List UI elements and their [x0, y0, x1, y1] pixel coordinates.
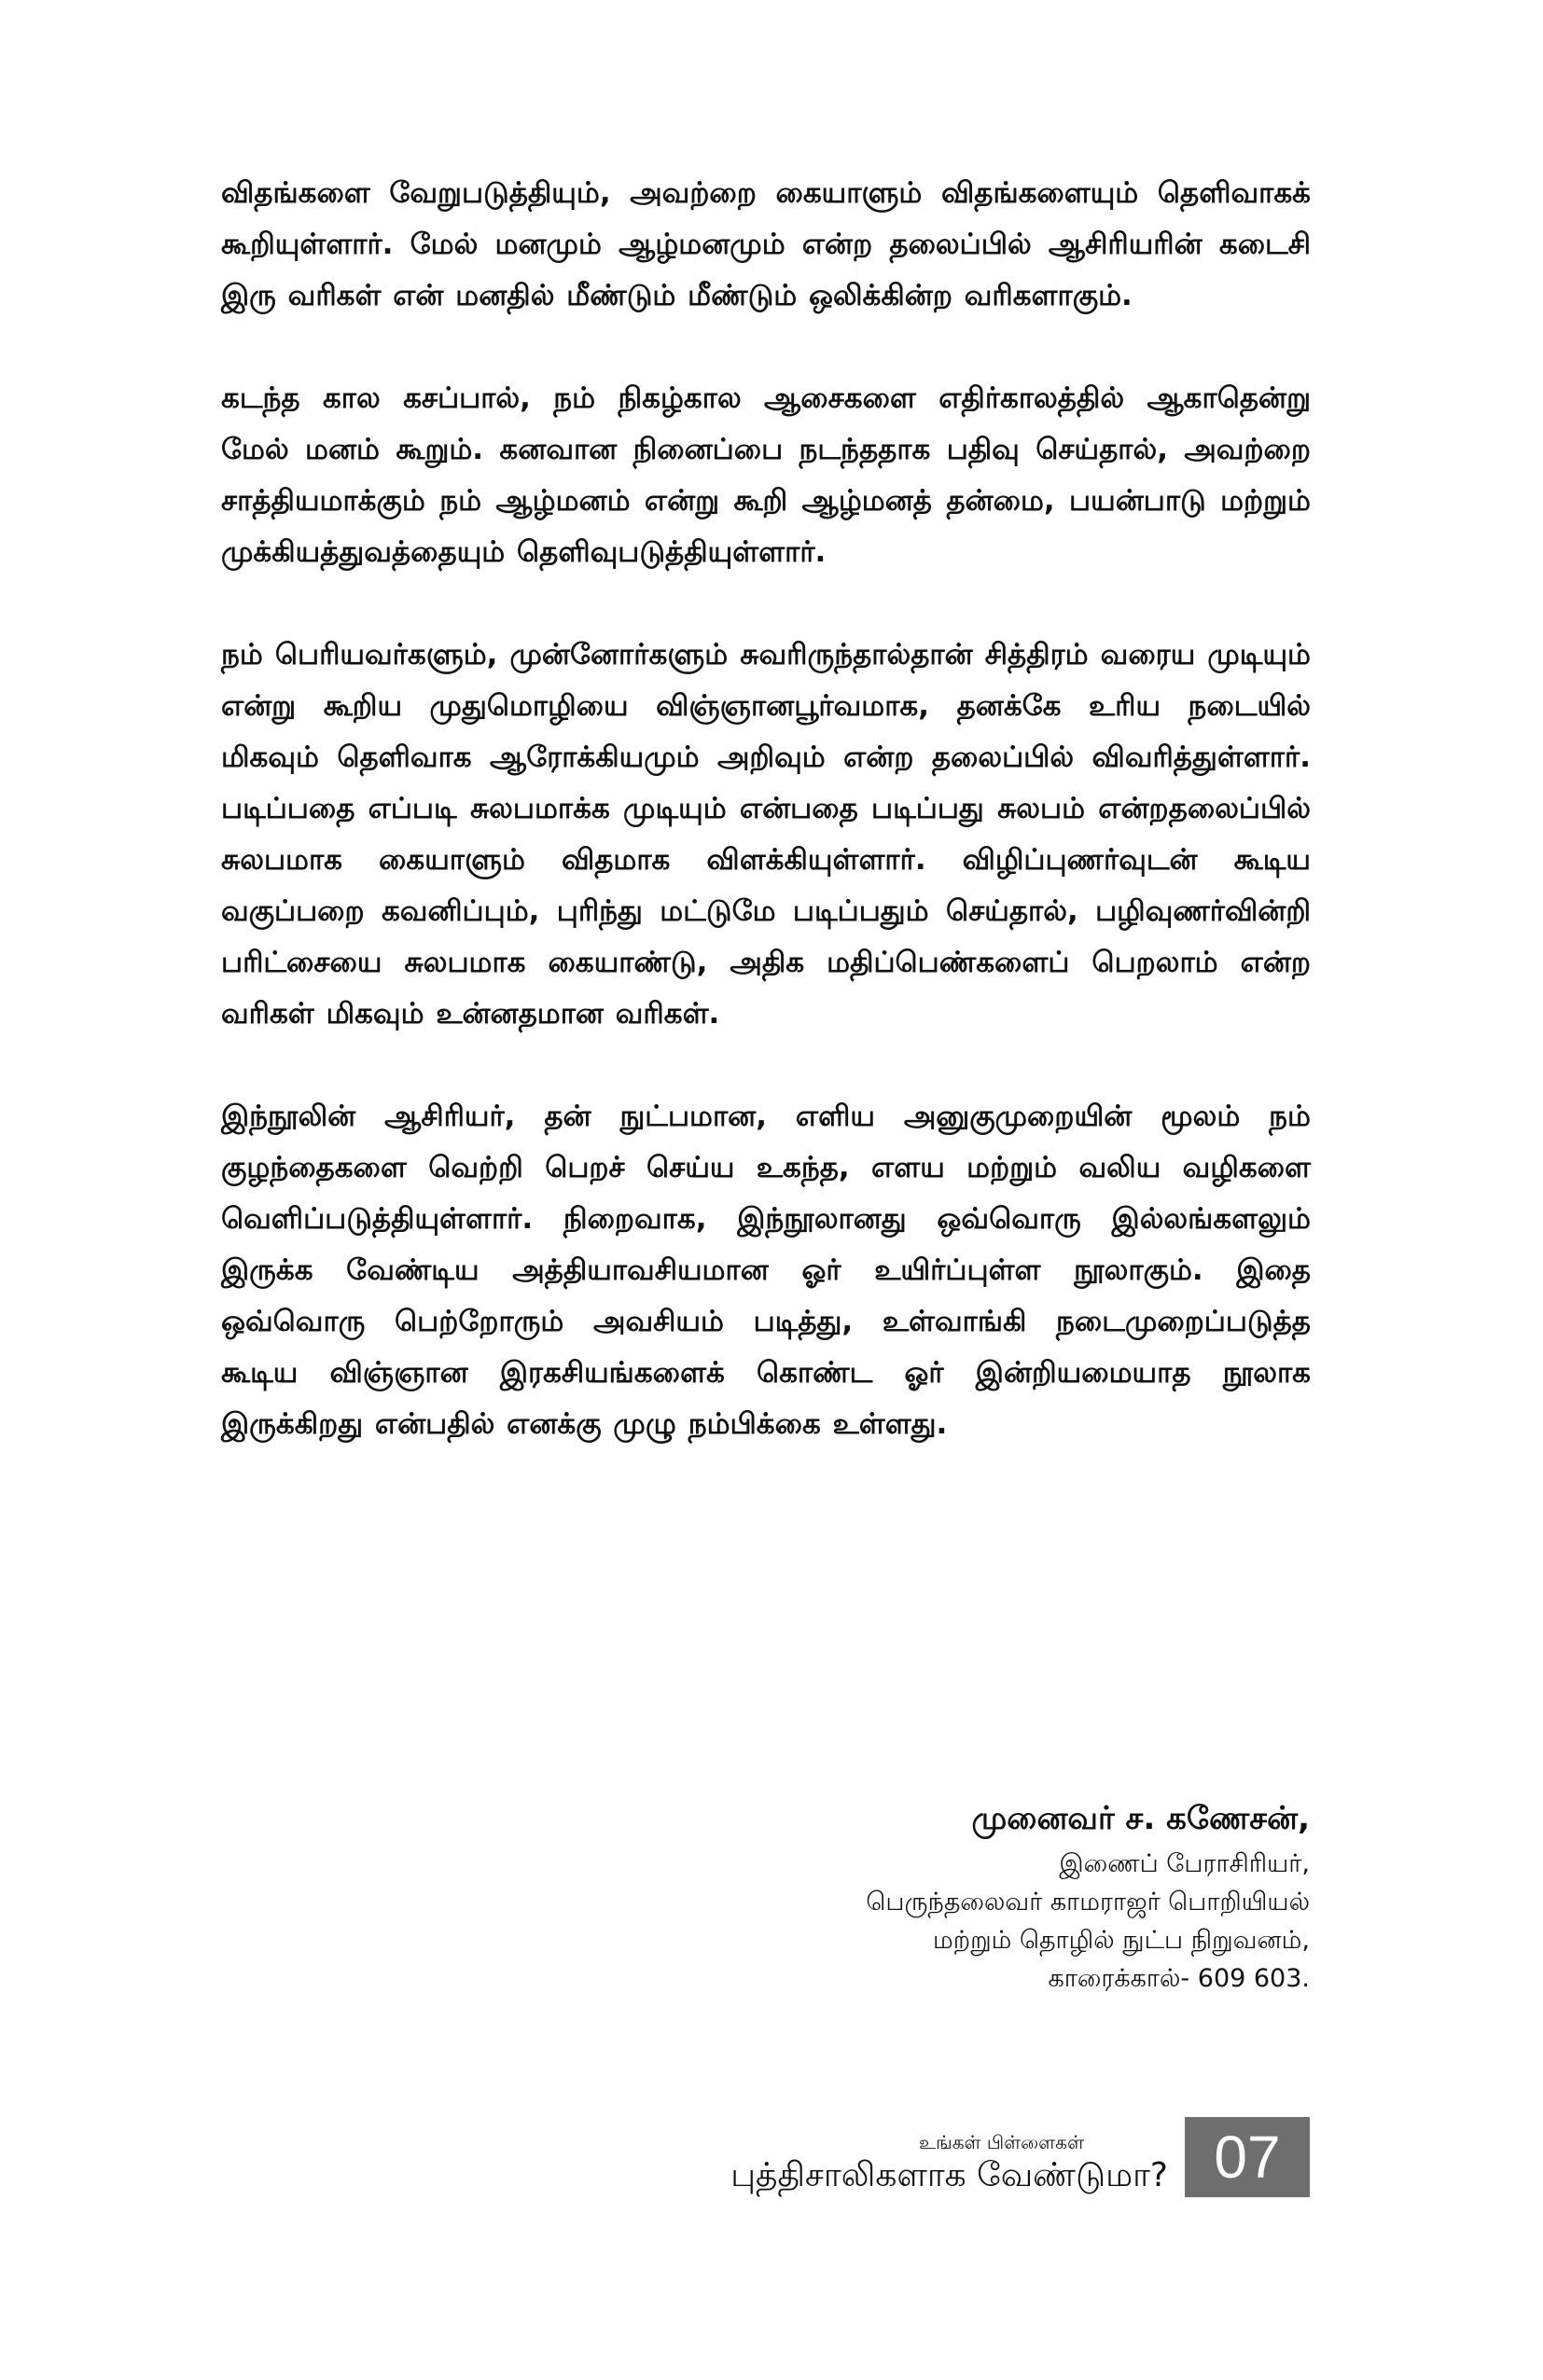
signature-title: இணைப் பேராசிரியர்,	[1059, 1849, 1310, 1878]
page-body	[221, 168, 1311, 1501]
footer-small-title: உங்கள் பிள்ளைகள்	[919, 2131, 1084, 2153]
paragraph-4: இந்நூலின் ஆசிரியர், தன் நுட்பமான, எளிய அனுகுமுறையின் மூலம் நம் குழந்தைகளை வெற்றி பெறச் செய்ய உகந்த, எளய மற்றும் வலிய வழிகளை வெளிப்படுத்தியுள்ளார். நிறைவாக, இந்நூலானது ஒவ்வொரு இல்லங்களலும் இருக்க வேண்டிய அத்தியாவசியமான ஓர் உயிர்ப்புள்ள நூலாகும். இதை ஒவ்வொரு பெற்றோரும் அவசியம் படித்து, உள்வாங்கி நடைமுறைப்படுத்த கூடிய விஞ்ஞான இரகசியங்களைக் கொண்ட ஓர் இன்றியமையாத நூலாக இருக்கிறது என்பதில் எனக்கு முழு நம்பிக்கை உள்ளது.	[221, 1100, 1311, 1441]
footer-book-title	[730, 2130, 1168, 2197]
paragraph-2: கடந்த கால கசப்பால், நம் நிகழ்கால ஆசைகளை எதிர்காலத்தில் ஆகாதென்று மேல் மனம் கூறும். கனவான நினைப்பை நடந்ததாக பதிவு செய்தால், அவற்றை சாத்தியமாக்கும் நம் ஆழ்மனம் என்று கூறி ஆழ்மனத் தன்மை, பயன்பாடு மற்றும் முக்கியத்துவத்தையும் தெளிவுபடுத்தியுள்ளார்.	[221, 381, 1311, 569]
signature-block	[470, 1792, 1310, 1998]
page-number-box: 07	[1185, 2117, 1310, 2197]
signature-institution-line2: மற்றும் தொழில் நுட்ப நிறுவனம்,	[932, 1926, 1310, 1955]
paragraph-3: நம் பெரியவர்களும், முன்னோர்களும் சுவரிருந்தால்தான் சித்திரம் வரைய முடியும் என்று கூறிய முதுமொழியை விஞ்ஞானபூர்வமாக, தனக்கே உரிய நடையில் மிகவும் தெளிவாக ஆரோக்கியமும் அறிவும் என்ற தலைப்பில் விவரித்துள்ளார். படிப்பதை எப்படி சுலபமாக்க முடியும் என்பதை படிப்பது சுலபம் என்றதலைப்பில் சுலபமாக கையாளும் விதமாக விளக்கியுள்ளார். விழிப்புணர்வுடன் கூடிய வகுப்பறை கவனிப்பும், புரிந்து மட்டுமே படிப்பதும் செய்தால், பழிவுணர்வின்றி பரிட்சையை சுலபமாக கையாண்டு, அதிக மதிப்பெண்களைப் பெறலாம் என்ற வரிகள் மிகவும் உன்னதமான வரிகள்.	[221, 638, 1311, 1031]
signature-name: முனைவர் ச. கணேசன்,	[971, 1800, 1310, 1837]
paragraph-1: விதங்களை வேறுபடுத்தியும், அவற்றை கையாளும் விதங்களையும் தெளிவாகக் கூறியுள்ளார். மேல் மனமும் ஆழ்மனமும் என்ற தலைப்பில் ஆசிரியரின் கடைசி இரு வரிகள் என் மனதில் மீண்டும் மீண்டும் ஒலிக்கின்ற வரிகளாகும்.	[221, 176, 1311, 312]
footer-big-title: புத்திசாலிகளாக வேண்டுமா?	[730, 2156, 1168, 2194]
signature-address: காரைக்கால்- 609 603.	[1048, 1964, 1310, 1993]
page-footer	[730, 2117, 1310, 2197]
signature-institution-line1: பெருந்தலைவர் காமராஜர் பொறியியல்	[866, 1888, 1310, 1916]
